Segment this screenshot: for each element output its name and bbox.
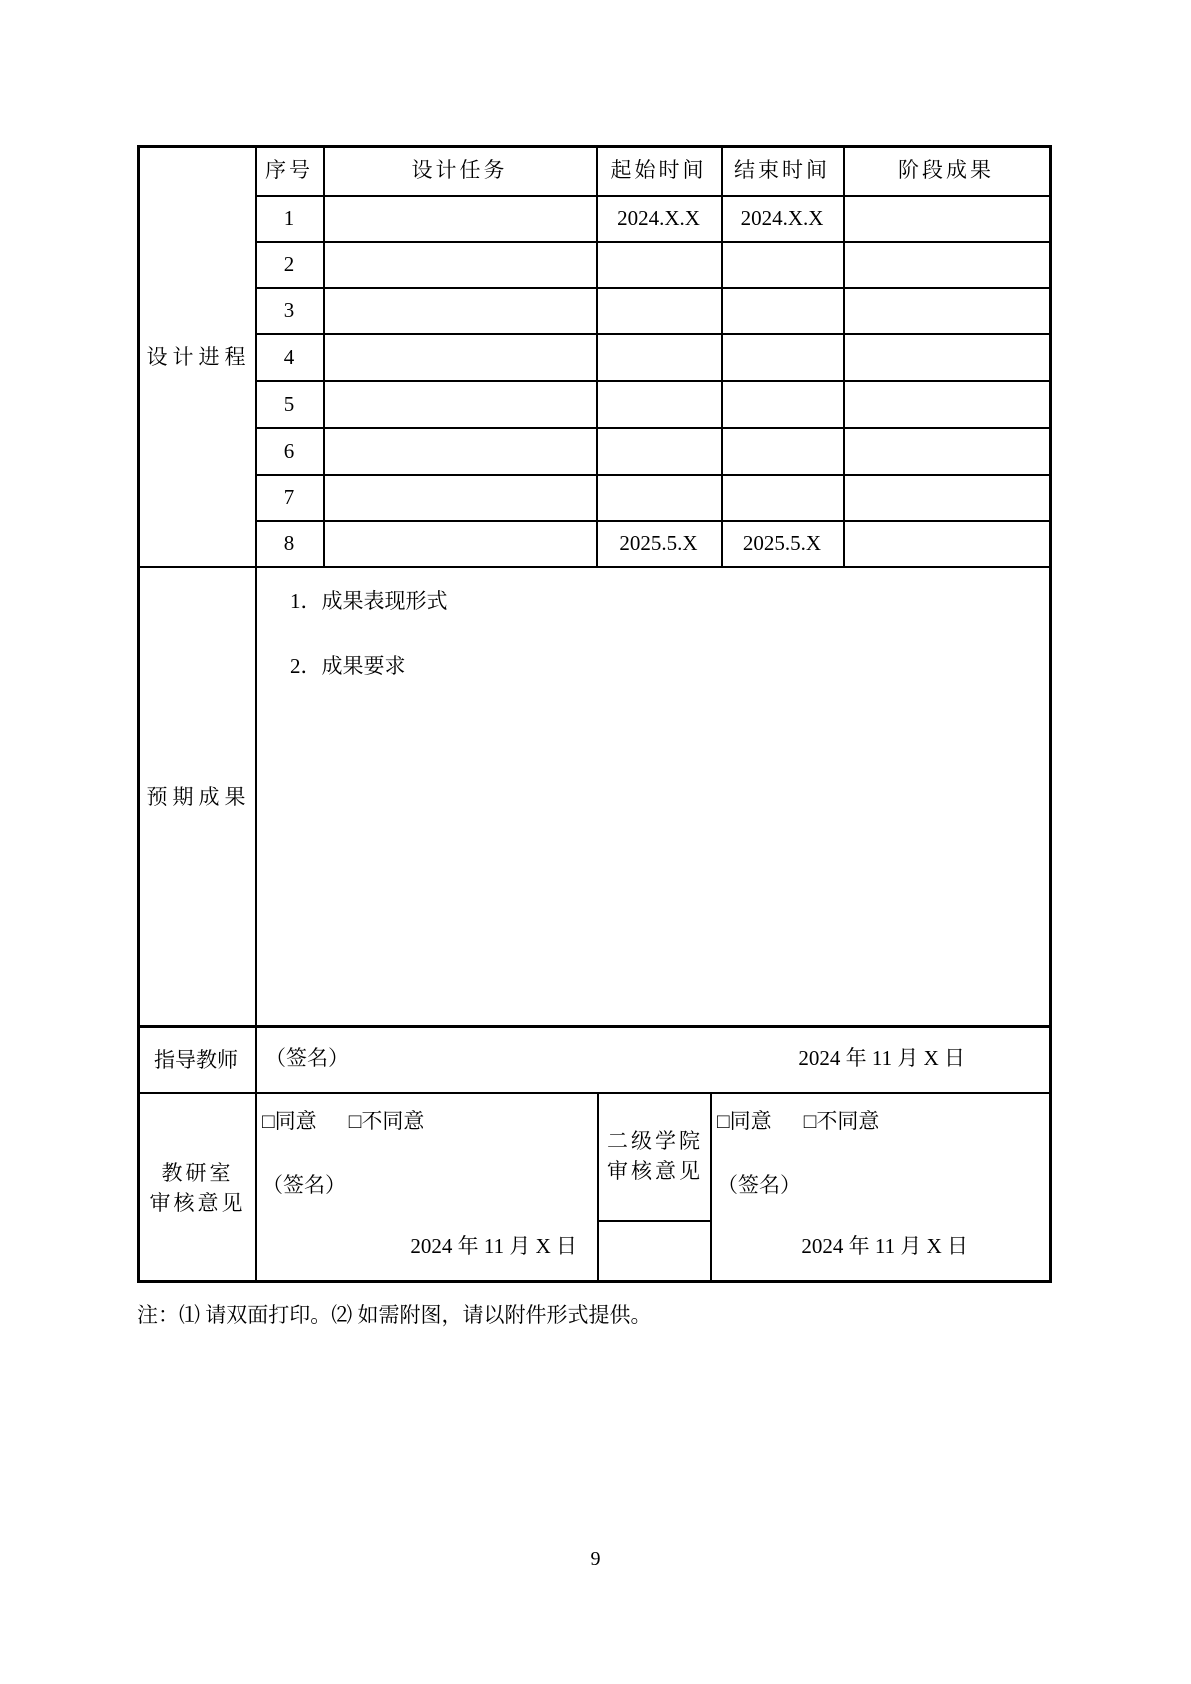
expected-item-2: 2．成果要求 — [290, 654, 406, 678]
review-college-signature-label: （签名） — [717, 1173, 801, 1197]
header-cell-end-time: 结束时间 — [734, 158, 830, 182]
advisor-signature-label: （签名） — [265, 1046, 349, 1070]
expected-item-1: 1．成果表现形式 — [290, 589, 448, 613]
row-number: 7 — [283, 485, 295, 509]
cell-end-time — [721, 241, 843, 287]
cell-end-time — [721, 428, 843, 474]
cell-result — [843, 520, 1049, 566]
agree-checkbox-label: □同意 — [262, 1109, 317, 1133]
row-number: 5 — [283, 392, 295, 416]
grid-line — [597, 1220, 712, 1222]
grid-line — [1049, 145, 1052, 1283]
row-label-review-office: 教研室 审核意见 — [149, 1160, 246, 1215]
grid-line — [710, 1092, 712, 1283]
cell-result — [843, 287, 1049, 333]
cell-result — [843, 195, 1049, 241]
cell-result — [843, 474, 1049, 520]
cell-end-time — [721, 334, 843, 380]
cell-start-time: 2025.5.X — [619, 531, 698, 555]
cell-end-time — [721, 287, 843, 333]
row-number: 6 — [283, 439, 295, 463]
review-office-options — [262, 1106, 424, 1136]
cell-end-time — [721, 474, 843, 520]
cell-task — [323, 520, 596, 566]
cell-start-time — [596, 381, 721, 427]
row-number: 4 — [283, 345, 295, 369]
advisor-date: 2024 年 11 月 X 日 — [798, 1046, 965, 1070]
cell-start-time — [596, 474, 721, 520]
grid-line — [137, 1280, 1052, 1283]
cell-start-time — [596, 334, 721, 380]
grid-line — [137, 566, 1052, 568]
cell-result — [843, 428, 1049, 474]
row-number: 8 — [283, 531, 295, 555]
row-number: 1 — [283, 206, 295, 230]
cell-result — [843, 334, 1049, 380]
row-label-advisor: 指导教师 — [154, 1047, 238, 1072]
header-cell-result: 阶段成果 — [898, 158, 994, 182]
cell-result — [843, 381, 1049, 427]
cell-task — [323, 334, 596, 380]
grid-line — [137, 1092, 1052, 1094]
task-schedule-table — [137, 145, 1052, 1283]
disagree-checkbox-label: □不同意 — [803, 1109, 880, 1133]
agree-checkbox-label: □同意 — [717, 1109, 772, 1133]
cell-start-time — [596, 287, 721, 333]
cell-task — [323, 474, 596, 520]
cell-start-time — [596, 428, 721, 474]
review-office-date: 2024 年 11 月 X 日 — [410, 1234, 577, 1258]
cell-end-time: 2025.5.X — [742, 531, 822, 555]
row-label-college-review: 二级学院 审核意见 — [607, 1129, 703, 1183]
header-cell-task: 设计任务 — [411, 158, 508, 182]
row-number: 2 — [283, 252, 295, 276]
cell-task — [323, 195, 596, 241]
cell-task — [323, 381, 596, 427]
cell-end-time: 2024.X.X — [740, 206, 824, 230]
disagree-checkbox-label: □不同意 — [348, 1109, 425, 1133]
row-number: 3 — [283, 298, 295, 322]
header-cell-seq: 序号 — [265, 158, 313, 182]
review-college-date: 2024 年 11 月 X 日 — [801, 1234, 968, 1258]
row-label-design-progress: 设计进程 — [146, 344, 251, 369]
cell-task — [323, 428, 596, 474]
review-office-signature-label: （签名） — [262, 1173, 346, 1197]
cell-start-time: 2024.X.X — [617, 206, 700, 230]
cell-end-time — [721, 381, 843, 427]
row-label-expected-results: 预期成果 — [146, 784, 251, 809]
cell-start-time — [596, 241, 721, 287]
header-cell-start-time: 起始时间 — [610, 158, 707, 182]
cell-task — [323, 287, 596, 333]
cell-task — [323, 241, 596, 287]
page-number: 9 — [590, 1548, 601, 1570]
cell-result — [843, 241, 1049, 287]
footnote: 注：⑴ 请双面打印。⑵ 如需附图，请以附件形式提供。 — [137, 1303, 652, 1327]
review-college-options — [717, 1106, 879, 1136]
